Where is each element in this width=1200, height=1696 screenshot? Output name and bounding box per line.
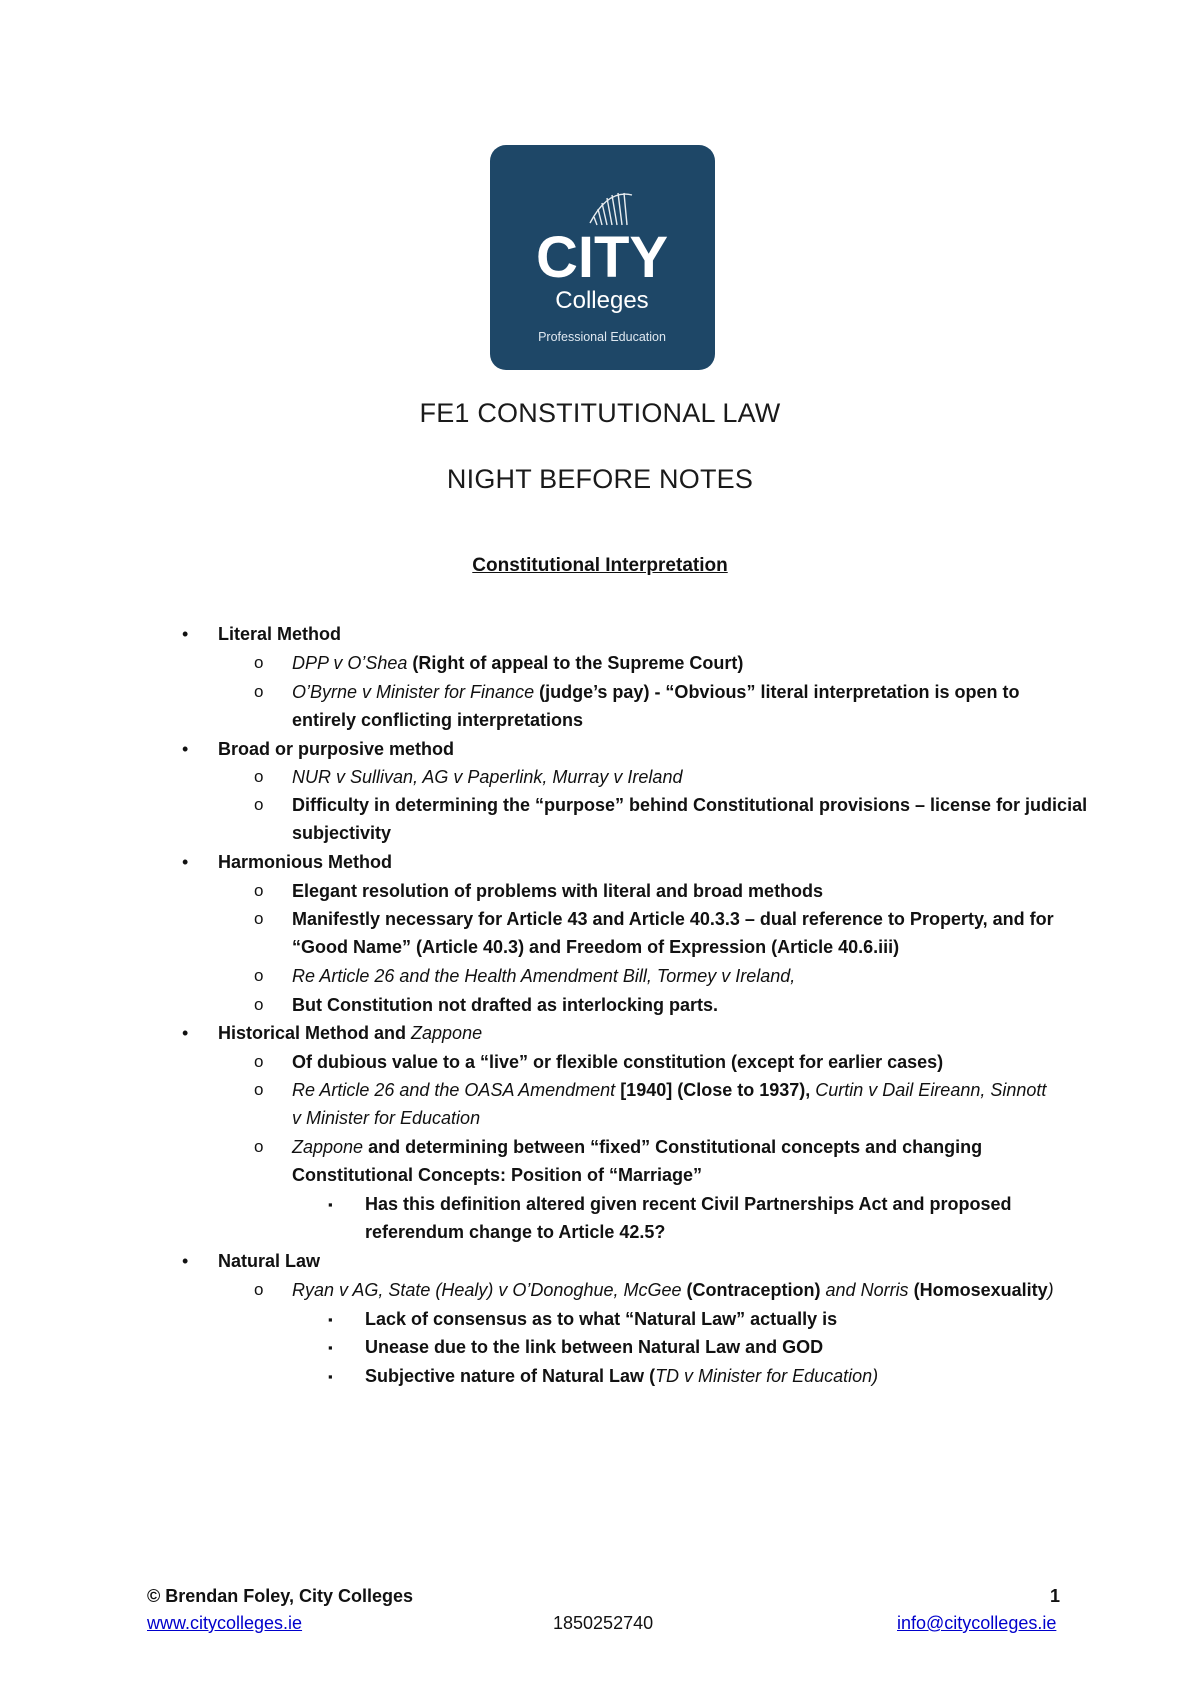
note-text: Historical Method and: [218, 1023, 407, 1043]
list-item: Broad or purposive method: [218, 739, 455, 759]
bullet-marker: o: [254, 995, 264, 1014]
note-text: (Homosexuality: [913, 1280, 1048, 1300]
bullet-marker: o: [254, 1280, 264, 1299]
list-item: Difficulty in determining the “purpose” behind Constitutional provisions – license for judicial: [292, 795, 1088, 815]
list-item: But Constitution not drafted as interlocking parts.: [292, 995, 719, 1015]
bullet-marker: o: [254, 1052, 264, 1071]
list-item: Literal Method: [218, 624, 342, 644]
note-text: (judge’s pay) - “Obvious” literal interpretation is open to: [539, 682, 1020, 702]
section-heading: Constitutional Interpretation: [472, 555, 728, 576]
list-item-continuation: entirely conflicting interpretations: [292, 710, 584, 730]
bullet-marker: o: [254, 881, 264, 900]
case-name: Zappone: [411, 1023, 483, 1043]
note-text: (Contraception): [686, 1280, 821, 1300]
bullet-marker: o: [254, 767, 264, 786]
list-item: Natural Law: [218, 1251, 321, 1271]
case-name: Ryan v AG, State (Healy) v O’Donoghue, McGee: [292, 1280, 682, 1300]
bullet-marker: ▪: [328, 1197, 333, 1212]
city-colleges-logo: [490, 145, 715, 370]
case-name: DPP v O’Shea: [292, 653, 408, 673]
note-text: Subjective nature of Natural Law (: [365, 1366, 656, 1386]
list-item: Harmonious Method: [218, 852, 392, 872]
footer-email-link[interactable]: info@citycolleges.ie: [897, 1613, 1057, 1633]
note-text: and Norris: [825, 1280, 909, 1300]
list-item: Elegant resolution of problems with literal and broad methods: [292, 881, 824, 901]
bullet-marker: •: [182, 852, 189, 872]
bullet-marker: o: [254, 1137, 264, 1156]
case-name: Zappone: [292, 1137, 364, 1157]
footer-page-number: 1: [1050, 1586, 1061, 1606]
bullet-marker: ▪: [328, 1340, 333, 1355]
list-item: [218, 1022, 482, 1044]
list-item: Has this definition altered given recent Civil Partnerships Act and proposed: [365, 1194, 1012, 1214]
logo-subbrand: Colleges: [555, 287, 649, 314]
case-name: Re Article 26 and the OASA Amendment: [292, 1080, 616, 1100]
list-item: [292, 652, 743, 674]
bullet-marker: •: [182, 1023, 189, 1043]
list-item: Manifestly necessary for Article 43 and Article 40.3.3 – dual reference to Property, and for: [292, 909, 1054, 929]
document-title: FE1 CONSTITUTIONAL LAW: [419, 398, 781, 428]
bullet-marker: ▪: [328, 1369, 333, 1384]
list-item-continuation: referendum change to Article 42.5?: [365, 1222, 666, 1242]
list-item-continuation: “Good Name” (Article 40.3) and Freedom of Expression (Article 40.6.iii): [292, 937, 900, 957]
bullet-marker: •: [182, 624, 189, 644]
case-name: Curtin v Dail Eireann, Sinnott: [815, 1080, 1047, 1100]
list-item: [292, 681, 1019, 703]
bullet-marker: o: [254, 966, 264, 985]
list-item: Unease due to the link between Natural Law and GOD: [365, 1337, 824, 1357]
note-text: [1940] (Close to 1937),: [620, 1080, 811, 1100]
bullet-marker: •: [182, 739, 189, 759]
list-item: [292, 1279, 1054, 1301]
bullet-marker: o: [254, 682, 264, 701]
bullet-marker: o: [254, 1080, 264, 1099]
bullet-marker: o: [254, 653, 264, 672]
list-item: Lack of consensus as to what “Natural Law” actually is: [365, 1309, 838, 1329]
bullet-marker: o: [254, 795, 264, 814]
list-item-continuation: v Minister for Education: [292, 1108, 481, 1128]
document-subtitle: NIGHT BEFORE NOTES: [446, 464, 754, 494]
logo-tagline: Professional Education: [538, 330, 666, 344]
list-item-continuation: Constitutional Concepts: Position of “Marriage”: [292, 1165, 703, 1185]
bullet-marker: ▪: [328, 1312, 333, 1327]
list-item: [365, 1365, 878, 1387]
list-item-continuation: subjectivity: [292, 823, 392, 843]
footer-phone: 1850252740: [553, 1613, 654, 1633]
logo-brand: CITY: [535, 225, 669, 290]
bullet-marker: o: [254, 909, 264, 928]
note-text: ): [1047, 1280, 1054, 1300]
list-item: Re Article 26 and the Health Amendment Bill, Tormey v Ireland,: [292, 966, 796, 986]
footer-copyright: © Brendan Foley, City Colleges: [147, 1586, 413, 1606]
list-item: NUR v Sullivan, AG v Paperlink, Murray v Ireland: [292, 767, 683, 787]
bullet-marker: •: [182, 1251, 189, 1271]
list-item: Of dubious value to a “live” or flexible constitution (except for earlier cases): [292, 1052, 944, 1072]
list-item: [292, 1136, 982, 1158]
note-text: (Right of appeal to the Supreme Court): [412, 653, 744, 673]
footer-website-link[interactable]: www.citycolleges.ie: [147, 1613, 303, 1633]
case-name: O’Byrne v Minister for Finance: [292, 682, 535, 702]
note-text: and determining between “fixed” Constitutional concepts and changing: [368, 1137, 983, 1157]
case-name: TD v Minister for Education): [655, 1366, 879, 1386]
list-item: [292, 1079, 1046, 1101]
